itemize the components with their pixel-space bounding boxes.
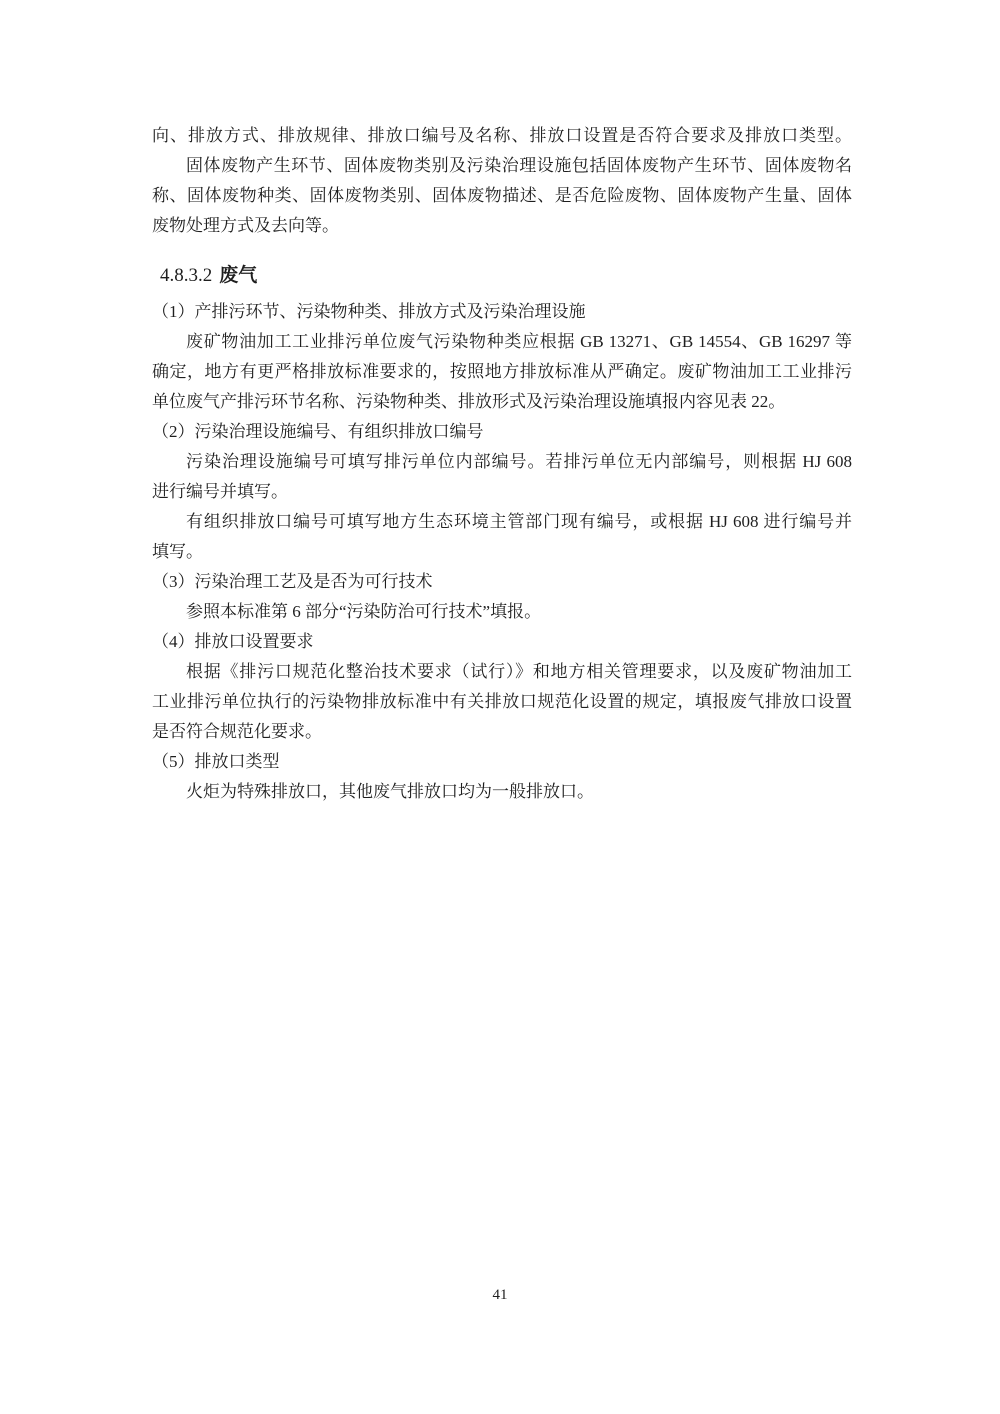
text-line: （3）污染治理工艺及是否为可行技术	[152, 572, 433, 591]
paragraph	[152, 777, 852, 807]
text-line: 是否符合规范化要求。	[152, 722, 322, 741]
text-line: （2）污染治理设施编号、有组织排放口编号	[152, 422, 484, 441]
text-line: 向、排放方式、排放规律、排放口编号及名称、排放口设置是否符合要求及排放口类型。	[152, 126, 852, 145]
paragraph	[152, 327, 852, 417]
text-line: 固体废物产生环节、固体废物类别及污染治理设施包括固体废物产生环节、固体废物名	[186, 156, 852, 175]
text-line: 火炬为特殊排放口，其他废气排放口均为一般排放口。	[186, 782, 594, 801]
section-title: 废气	[219, 265, 258, 286]
text-line: （1）产排污环节、污染物种类、排放方式及污染治理设施	[152, 302, 586, 321]
section-heading	[152, 261, 852, 291]
paragraph	[152, 627, 852, 657]
text-line: 工业排污单位执行的污染物排放标准中有关排放口规范化设置的规定，填报废气排放口设置	[152, 692, 852, 711]
paragraph	[152, 597, 852, 627]
paragraph	[152, 657, 852, 747]
text-line: 参照本标准第 6 部分“污染防治可行技术”填报。	[186, 602, 542, 621]
section-number: 4.8.3.2	[160, 265, 213, 286]
page-content	[152, 121, 852, 807]
page-number: 41	[492, 1287, 508, 1303]
paragraph	[152, 417, 852, 447]
paragraph	[152, 567, 852, 597]
paragraph	[152, 297, 852, 327]
text-line: 填写。	[152, 542, 203, 561]
text-line: 单位废气产排污环节名称、污染物种类、排放形式及污染治理设施填报内容见表 22。	[152, 392, 786, 411]
text-line: 污染治理设施编号可填写排污单位内部编号。若排污单位无内部编号，则根据 HJ 608	[186, 452, 852, 471]
paragraph	[152, 747, 852, 777]
text-line: 有组织排放口编号可填写地方生态环境主管部门现有编号，或根据 HJ 608 进行编号并	[186, 512, 852, 531]
text-line: 确定，地方有更严格排放标准要求的，按照地方排放标准从严确定。废矿物油加工工业排污	[152, 362, 852, 381]
page-footer	[0, 1280, 1000, 1310]
text-line: 进行编号并填写。	[152, 482, 288, 501]
text-line: （4）排放口设置要求	[152, 632, 314, 651]
paragraph	[152, 447, 852, 507]
text-line: 称、固体废物种类、固体废物类别、固体废物描述、是否危险废物、固体废物产生量、固体	[152, 186, 852, 205]
text-line: 废矿物油加工工业排污单位废气污染物种类应根据 GB 13271、GB 14554、GB 16297 等	[186, 332, 852, 351]
text-line: 根据《排污口规范化整治技术要求（试行）》和地方相关管理要求，以及废矿物油加工	[186, 662, 852, 681]
paragraph	[152, 507, 852, 567]
paragraph	[152, 151, 852, 241]
text-line: 废物处理方式及去向等。	[152, 216, 339, 235]
text-line: （5）排放口类型	[152, 752, 280, 771]
paragraph	[152, 121, 852, 151]
